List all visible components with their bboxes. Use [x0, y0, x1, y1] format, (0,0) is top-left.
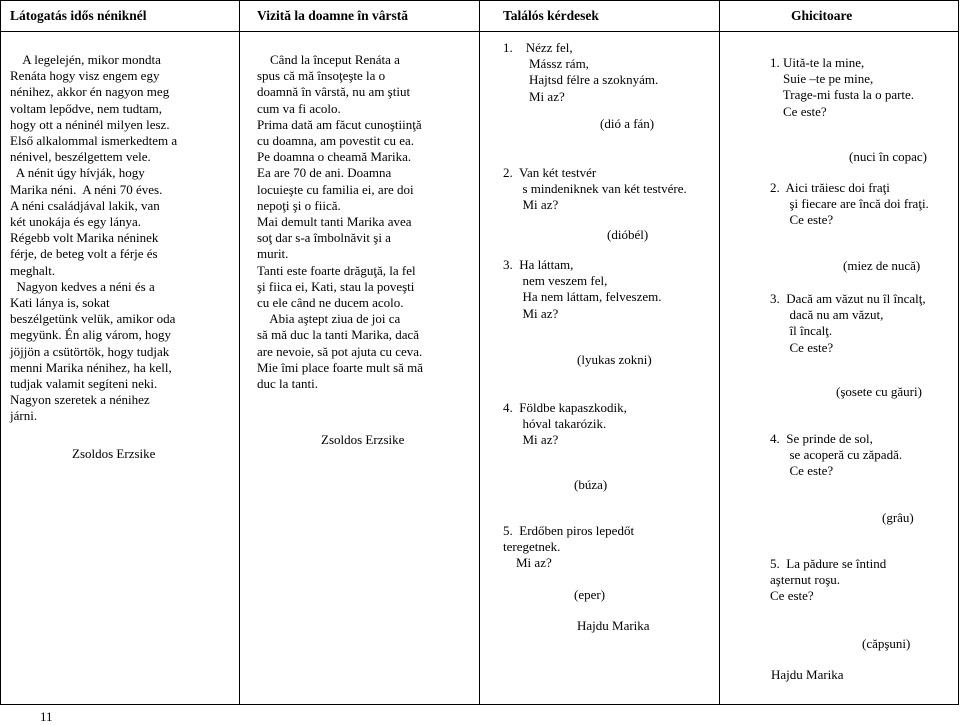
riddle-line: Ce este?	[770, 212, 834, 228]
text-line: Mie îmi place foarte mult să mă	[257, 359, 424, 375]
riddle-line: Mi az?	[503, 197, 559, 213]
riddle-1	[503, 40, 658, 105]
column-divider-left	[0, 0, 1, 705]
riddle-line: teregetnek.	[503, 539, 561, 555]
riddle-line: aşternut roşu.	[770, 572, 841, 588]
riddle-line: şi fiecare are încă doi fraţi.	[770, 196, 929, 212]
text-line: nepoţi şi o fiică.	[257, 197, 341, 213]
riddle-line: 4. Se prinde de sol,	[770, 431, 873, 446]
text-line: A legelején, mikor mondta	[10, 52, 161, 67]
text-line: soţ dar s-a îmbolnăvit şi a	[257, 230, 391, 246]
riddle-line: Mi az?	[503, 432, 559, 448]
column-divider-3	[719, 0, 720, 705]
text-line: beszélgetünk velük, amikor oda	[10, 311, 176, 327]
text-line: tudjak valamit segíteni neki.	[10, 376, 158, 392]
riddle-line: Trage-mi fusta la o parte.	[770, 87, 915, 103]
riddle-line: 3. Ha láttam,	[503, 257, 574, 272]
column-1-title: Látogatás idős néniknél	[10, 8, 147, 23]
text-line: meghalt.	[10, 262, 56, 278]
page-number: 11	[40, 709, 53, 724]
riddle-line: 2. Van két testvér	[503, 165, 597, 180]
text-line: Első alkalommal ismerkedtem a	[10, 133, 178, 149]
riddle-line: 5. La pădure se întind	[770, 556, 887, 571]
text-line: are nevoie, să pot ajuta cu ceva.	[257, 343, 423, 359]
text-line: spus că mă însoţeşte la o	[257, 68, 386, 84]
text-line: Kati lánya is, sokat	[10, 295, 110, 311]
text-line: Pe doamna o cheamă Marika.	[257, 149, 412, 165]
text-line: Ea are 70 de ani. Doamna	[257, 165, 392, 181]
text-line: Mai demult tanti Marika avea	[257, 214, 412, 230]
riddle-line: Suie –te pe mine,	[770, 71, 874, 87]
text-line: megyünk. Én alig várom, hogy	[10, 327, 172, 343]
riddle-answer: (eper)	[574, 587, 606, 602]
text-line: Când la început Renáta a	[257, 52, 400, 67]
text-line: doamnă în vârstă, nu am ştiut	[257, 84, 411, 100]
text-line: Abia aştept ziua de joi ca	[257, 311, 401, 327]
riddle-answer: (miez de nucă)	[843, 258, 921, 273]
text-line: să mă duc la tanti Marika, dacă	[257, 327, 420, 343]
header-divider	[0, 31, 959, 32]
column-3-signature: Hajdu Marika	[577, 618, 650, 633]
text-line: menni Marika nénihez, ha kell,	[10, 359, 172, 375]
riddle-line: Mi az?	[503, 305, 559, 321]
text-line: duc la tanti.	[257, 376, 319, 392]
riddle-line: Ce este?	[770, 463, 834, 479]
text-line: voltam lepődve, nem tudtam,	[10, 100, 162, 116]
riddle-line: se acoperă cu zăpadă.	[770, 447, 903, 463]
column-divider-2	[479, 0, 480, 705]
riddle-4	[770, 431, 902, 480]
riddle-2	[770, 180, 929, 229]
riddle-line: Ce este?	[770, 588, 814, 604]
riddle-line: 3. Dacă am văzut nu îl încalţ,	[770, 291, 926, 306]
text-line: nénihez, akkor én nagyon meg	[10, 84, 170, 100]
column-2-title: Vizită la doamne în vârstă	[257, 8, 408, 23]
riddle-line: 1. Uită-te la mine,	[770, 55, 865, 70]
riddle-line: Hajtsd félre a szoknyám.	[503, 72, 659, 88]
riddle-4	[503, 400, 627, 449]
riddle-answer: (nuci în copac)	[849, 149, 927, 164]
riddle-5	[503, 523, 634, 572]
text-line: nénivel, beszélgettem vele.	[10, 149, 151, 165]
riddle-line: Mássz rám,	[503, 56, 589, 72]
riddle-line: hóval takarózik.	[503, 416, 607, 432]
riddle-answer: (dióbél)	[607, 227, 649, 242]
column-2-text	[257, 52, 477, 392]
text-line: şi fiica ei, Kati, stau la poveşti	[257, 278, 415, 294]
riddle-answer: (căpşuni)	[862, 636, 911, 651]
riddle-line: 5. Erdőben piros lepedőt	[503, 523, 635, 538]
riddle-line: 4. Földbe kapaszkodik,	[503, 400, 627, 415]
riddle-answer: (şosete cu găuri)	[836, 384, 922, 399]
text-line: hogy ott a néninél milyen lesz.	[10, 116, 170, 132]
text-line: két unokája és egy lánya.	[10, 214, 142, 230]
column-1-text	[10, 52, 235, 425]
riddle-answer: (dió a fán)	[600, 116, 655, 131]
riddle-line: îl încalţ.	[770, 323, 833, 339]
text-line: Nagyon szeretek a nénihez	[10, 392, 150, 408]
riddle-3	[503, 257, 661, 322]
riddle-line: Mi az?	[503, 555, 552, 571]
riddle-5	[770, 556, 886, 605]
text-line: murit.	[257, 246, 289, 262]
text-line: cu ele când ne ducem acolo.	[257, 295, 404, 311]
text-line: Nagyon kedves a néni és a	[10, 278, 155, 294]
riddle-line: 1. Nézz fel,	[503, 40, 573, 55]
riddle-answer: (búza)	[574, 477, 608, 492]
riddle-answer: (grâu)	[882, 510, 914, 525]
riddle-1	[770, 55, 914, 120]
riddle-line: Ha nem láttam, felveszem.	[503, 289, 662, 305]
riddle-line: Ce este?	[770, 103, 827, 119]
text-line: Régebb volt Marika néninek	[10, 230, 159, 246]
text-line: locuieşte cu familia ei, are doi	[257, 181, 414, 197]
riddle-line: dacă nu am văzut,	[770, 307, 884, 323]
text-line: jöjjön a csütörtök, hogy tudjak	[10, 343, 170, 359]
text-line: cu doamna, am povestit cu ea.	[257, 133, 415, 149]
riddle-2	[503, 165, 687, 214]
column-4-signature: Hajdu Marika	[771, 667, 844, 682]
riddle-answer: (lyukas zokni)	[577, 352, 652, 367]
text-line: Renáta hogy visz engem egy	[10, 68, 160, 84]
top-border	[0, 0, 959, 1]
text-line: Marika néni. A néni 70 éves.	[10, 181, 163, 197]
column-3-title: Találós kérdesek	[503, 8, 599, 23]
text-line: A nénit úgy hívják, hogy	[10, 165, 145, 181]
column-1-signature: Zsoldos Erzsike	[72, 446, 156, 461]
text-line: A néni családjával lakik, van	[10, 197, 160, 213]
text-line: Tanti este foarte drăguţă, la fel	[257, 262, 416, 278]
column-4-title: Ghicitoare	[791, 8, 853, 23]
text-line: férje, de beteg volt a férje és	[10, 246, 158, 262]
text-line: Prima dată am făcut cunoştiinţă	[257, 116, 422, 132]
text-line: cum va fi acolo.	[257, 100, 341, 116]
riddle-line: 2. Aici trăiesc doi fraţi	[770, 180, 890, 195]
riddle-3	[770, 291, 926, 356]
column-divider-1	[239, 0, 240, 705]
riddle-line: nem veszem fel,	[503, 273, 608, 289]
riddle-line: Mi az?	[503, 88, 565, 104]
riddle-line: Ce este?	[770, 339, 834, 355]
riddle-line: s mindeniknek van két testvére.	[503, 181, 687, 197]
text-line: járni.	[10, 408, 38, 424]
column-2-signature: Zsoldos Erzsike	[321, 432, 405, 447]
